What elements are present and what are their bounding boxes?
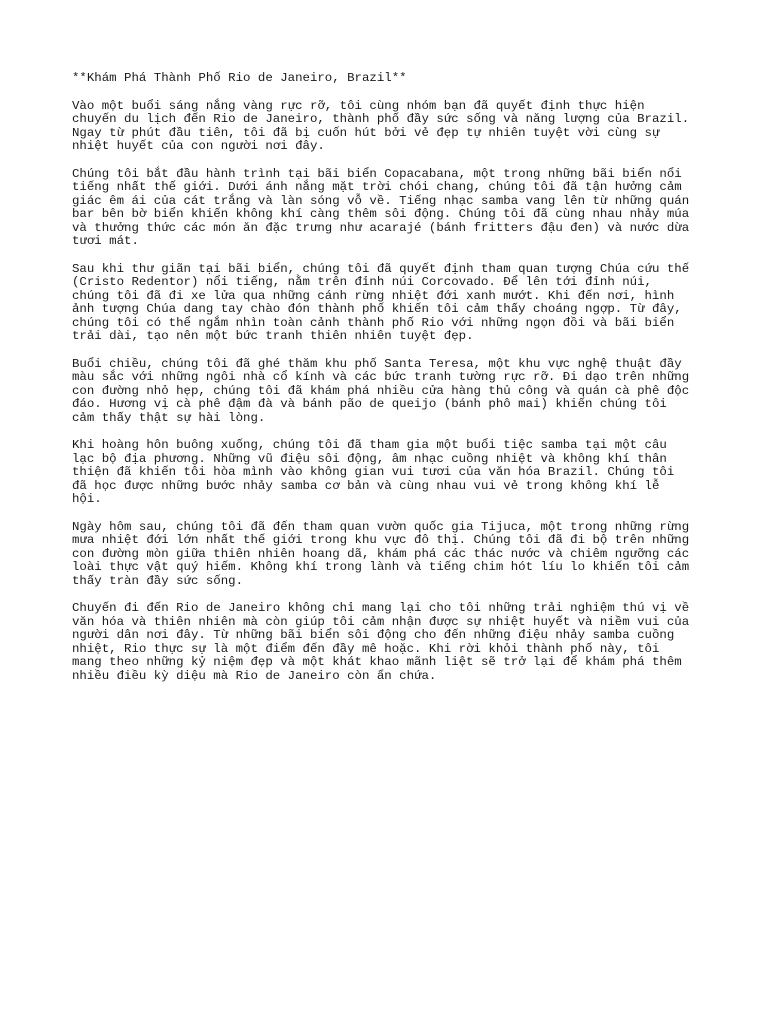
document-page [72,72,702,697]
paragraph-conclusion: Chuyến đi đến Rio de Janeiro không chỉ mang lại cho tôi những trải nghiệm thú vị về văn hóa và thiên nhiên mà còn giúp tôi cảm nhận được sự nhiệt huyết và niềm vui của người dân nơi đây. Từ những bãi biển sôi động cho đến những điệu nhảy samba cuồng nhiệt, Rio thực sự là một điểm đến đầy mê hoặc. Khi rời khỏi thành phố này, tôi mang theo những kỷ niệm đẹp và một khát khao mãnh liệt sẽ trở lại để khám phá thêm nhiều điều kỳ diệu mà Rio de Janeiro còn ẩn chứa. [72,601,690,683]
paragraph-intro: Vào một buổi sáng nắng vàng rực rỡ, tôi cùng nhóm bạn đã quyết định thực hiện chuyến du lịch đến Rio de Janeiro, thành phố đầy sức sống và năng lượng của Brazil. Ngay từ phút đầu tiên, tôi đã bị cuốn hút bởi vẻ đẹp tự nhiên tuyệt vời cùng sự nhiệt huyết của con người nơi đây. [72,98,690,153]
paragraph-tijuca: Ngày hôm sau, chúng tôi đã đến tham quan vườn quốc gia Tijuca, một trong những rừng mưa nhiệt đới lớn nhất thế giới trong khu vực đô thị. Chúng tôi đã đi bộ trên những con đường mòn giữa thiên nhiên hoang dã, khám phá các thác nước và chiêm ngưỡng các loài thực vật quý hiếm. Không khí trong lành và tiếng chim hót líu lo khiến tôi cảm thấy tràn đầy sức sống. [72,519,690,588]
paragraph-cristo-redentor: Sau khi thư giãn tại bãi biển, chúng tôi đã quyết định tham quan tượng Chúa cứu thế (Cristo Redentor) nổi tiếng, nằm trên đỉnh núi Corcovado. Để lên tới đỉnh núi, chúng tôi đã đi xe lửa qua những cánh rừng nhiệt đới xanh mướt. Khi đến nơi, hình ảnh tượng Chúa dang tay chào đón thành phố khiến tôi cảm thấy choáng ngợp. Từ đây, chúng tôi có thể ngắm nhìn toàn cảnh thành phố Rio với những ngọn đồi và bãi biển trải dài, tạo nên một bức tranh thiên nhiên tuyệt đẹp. [72,261,690,343]
paragraph-santa-teresa: Buổi chiều, chúng tôi đã ghé thăm khu phố Santa Teresa, một khu vực nghệ thuật đầy màu sắc với những ngôi nhà cổ kính và các bức tranh tường rực rỡ. Đi dạo trên những con đường nhỏ hẹp, chúng tôi đã khám phá nhiều cửa hàng thủ công và quán cà phê độc đáo. Hương vị cà phê đậm đà và bánh pão de queijo (bánh phô mai) khiến chúng tôi cảm thấy thật sự hài lòng. [72,356,690,425]
paragraph-samba-party: Khi hoàng hôn buông xuống, chúng tôi đã tham gia một buổi tiệc samba tại một câu lạc bộ địa phương. Những vũ điệu sôi động, âm nhạc cuồng nhiệt và không khí thân thiện đã khiến tôi hòa mình vào không gian vui tươi của văn hóa Brazil. Chúng tôi đã học được những bước nhảy samba cơ bản và cùng nhau vui vẻ trong không khí lễ hội. [72,438,675,506]
paragraph-copacabana: Chúng tôi bắt đầu hành trình tại bãi biển Copacabana, một trong những bãi biển nổi tiếng nhất thế giới. Dưới ánh nắng mặt trời chói chang, chúng tôi đã tận hưởng cảm giác êm ái của cát trắng và làn sóng vỗ về. Tiếng nhạc samba vang lên từ những quán bar bên bờ biển khiến không khí càng thêm sôi động. Chúng tôi đã cùng nhau nhảy múa và thưởng thức các món ăn đặc trưng như acarajé (bánh fritters đậu đen) và nước dừa tươi mát. [72,166,690,248]
document-title: **Khám Phá Thành Phố Rio de Janeiro, Brazil** [72,71,407,85]
